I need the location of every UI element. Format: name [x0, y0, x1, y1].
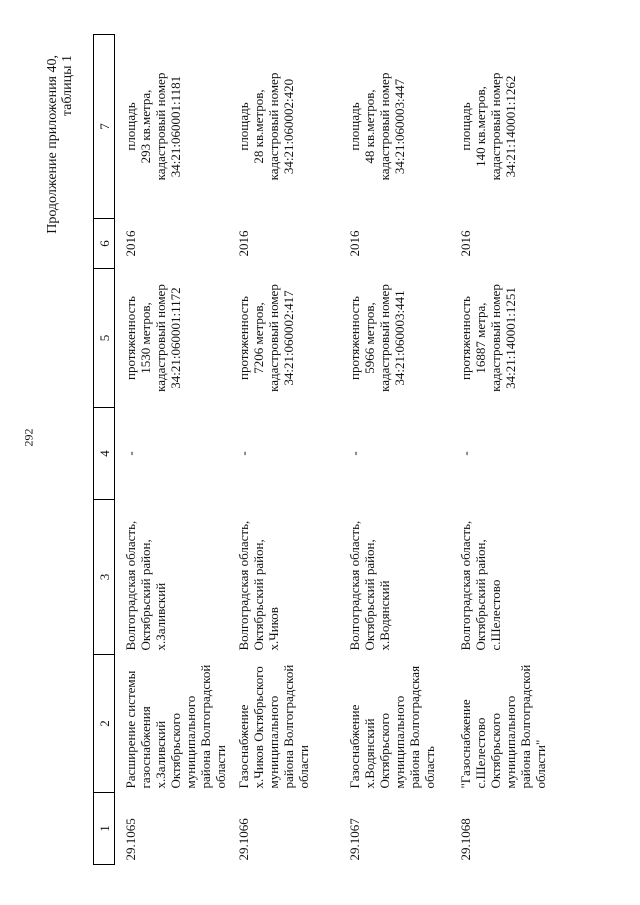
object-length: протяженность 7206 метров, кадастровый номер 34:21:060002:417 — [236, 284, 296, 392]
caption-line-1: Продолжение приложения 40, — [45, 55, 60, 234]
header-col-3: 3 — [94, 500, 115, 655]
object-length: протяженность 5966 метров, кадастровый номер 34:21:060003:441 — [347, 284, 407, 392]
page-number: 292 — [21, 428, 36, 447]
row-number: 29.1067 — [347, 818, 362, 861]
header-col-5: 5 — [94, 269, 115, 408]
object-length: протяженность 1530 метров, кадастровый номер 34:21:060001:1172 — [123, 284, 183, 392]
table-row — [115, 35, 229, 865]
land-area: площадь 293 кв.метра, кадастровый номер 34:21:060001:1181 — [123, 72, 183, 181]
row-number: 29.1065 — [123, 818, 138, 861]
object-name: "Газоснабжение с.Шелестово Октябрьского муниципального района Волгоградской области" — [458, 664, 548, 789]
land-area: площадь 140 кв.метров, кадастровый номер 34:21:140001:1262 — [458, 72, 518, 181]
object-name: Газоснабжение х.Чиков Октябрьского муниципального района Волгоградской области — [236, 664, 311, 789]
rotated-page-content — [45, 35, 600, 865]
object-year: 2016 — [123, 230, 138, 257]
table-caption — [45, 55, 75, 234]
table-row — [339, 35, 450, 865]
object-name: Газоснабжение х.Водянский Октябрьского муниципального района Волгоградская область — [347, 665, 437, 789]
table-row — [450, 35, 561, 865]
land-area: площадь 48 кв.метров, кадастровый номер 34:21:060003:447 — [347, 72, 407, 181]
object-address: Волгоградская область, Октябрьский район, х.Чиков — [236, 520, 281, 651]
object-year: 2016 — [236, 230, 251, 257]
object-address: Волгоградская область, Октябрьский район, с.Шелестово — [458, 520, 503, 651]
object-year: 2016 — [347, 230, 362, 257]
col-4-value: - — [458, 451, 473, 456]
object-length: протяженность 16887 метра, кадастровый номер 34:21:140001:1251 — [458, 284, 518, 392]
object-address: Волгоградская область, Октябрьский район, х.Заливский — [123, 520, 168, 651]
header-col-4: 4 — [94, 408, 115, 500]
header-col-6: 6 — [94, 219, 115, 269]
land-area: площадь 28 кв.метров, кадастровый номер 34:21:060002:420 — [236, 72, 296, 181]
object-address: Волгоградская область, Октябрьский район, х.Водянский — [347, 520, 392, 651]
row-number: 29.1068 — [458, 818, 473, 861]
caption-line-2: таблицы 1 — [60, 55, 75, 117]
header-col-2: 2 — [94, 655, 115, 793]
property-table — [93, 34, 561, 865]
col-4-value: - — [123, 451, 138, 456]
header-row — [94, 35, 115, 865]
header-col-7: 7 — [94, 35, 115, 219]
col-4-value: - — [347, 451, 362, 456]
object-name: Расширение системы газоснабжения х.Заливский Октябрьского муниципального района Волгоградской области — [123, 664, 228, 789]
header-col-1: 1 — [94, 793, 115, 865]
table-row — [228, 35, 339, 865]
object-year: 2016 — [458, 230, 473, 257]
row-number: 29.1066 — [236, 818, 251, 861]
col-4-value: - — [236, 451, 251, 456]
